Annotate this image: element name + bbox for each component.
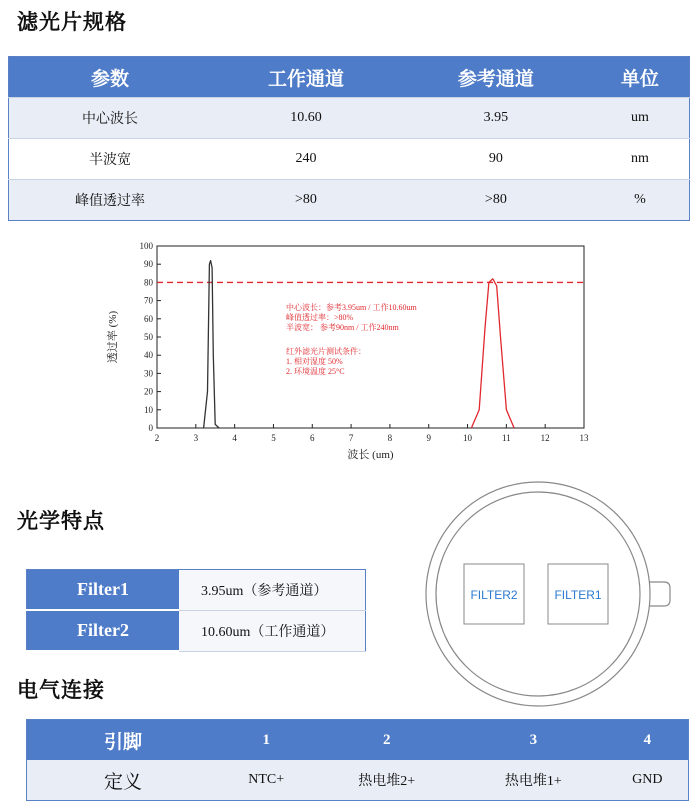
x-tick-label: 6 <box>310 433 315 443</box>
pin-row-label: 引脚 <box>27 720 220 761</box>
series-line-2 <box>471 279 514 428</box>
y-tick-label: 90 <box>144 259 153 270</box>
spec-header-ref: 参考通道 <box>401 57 591 98</box>
pin-number: 2 <box>313 720 460 761</box>
x-tick-label: 5 <box>271 433 276 443</box>
table-row <box>27 610 366 651</box>
x-tick-label: 9 <box>426 433 431 443</box>
filter-value: 10.60um（工作通道） <box>179 610 366 651</box>
filter-table <box>26 569 366 652</box>
spec-cell: um <box>591 98 690 139</box>
pin-def-label: 定义 <box>27 760 220 801</box>
chart-annotation: 1. 相对湿度 50% <box>286 357 343 366</box>
spec-cell: 10.60 <box>211 98 401 139</box>
filter2-label: FILTER2 <box>470 588 518 602</box>
pin-number: 4 <box>607 720 689 761</box>
sensor-outline <box>648 582 670 606</box>
spec-cell: 半波宽 <box>9 139 212 180</box>
table-row <box>27 570 366 611</box>
pin-def: NTC+ <box>219 760 313 801</box>
chart-annotation: 半波宽： 参考90nm / 工作240nm <box>286 323 399 332</box>
spec-cell: 3.95 <box>401 98 591 139</box>
electrical-heading: 电气连接 <box>17 678 105 702</box>
x-tick-label: 2 <box>154 433 160 443</box>
transmission-chart <box>100 236 600 472</box>
spec-heading: 滤光片规格 <box>17 10 127 34</box>
spec-cell: % <box>591 180 690 221</box>
chart-annotation: 峰值透过率：>80% <box>286 313 354 322</box>
plot-frame <box>157 246 584 428</box>
x-tick-label: 3 <box>193 433 199 443</box>
y-tick-label: 40 <box>144 350 153 361</box>
x-tick-label: 13 <box>579 433 589 443</box>
y-tick-label: 50 <box>144 332 153 342</box>
x-tick-label: 10 <box>463 433 473 443</box>
filter-name: Filter2 <box>27 610 180 651</box>
filter-value: 3.95um（参考通道） <box>179 570 366 611</box>
pin-def: 热电堆2+ <box>313 760 460 801</box>
table-row <box>9 98 690 139</box>
pin-def: 热电堆1+ <box>460 760 607 801</box>
optical-heading: 光学特点 <box>17 509 105 533</box>
pin-def: GND <box>607 760 689 801</box>
spec-cell: 240 <box>211 139 401 180</box>
table-row <box>27 760 689 801</box>
spec-cell: 90 <box>401 139 591 180</box>
filter-name: Filter1 <box>27 570 180 611</box>
table-row <box>9 180 690 221</box>
x-tick-label: 12 <box>540 433 550 443</box>
y-tick-label: 100 <box>139 241 153 251</box>
spec-cell: >80 <box>211 180 401 221</box>
pin-table <box>26 719 689 801</box>
spec-cell: 中心波长 <box>9 98 212 139</box>
table-row <box>9 139 690 180</box>
y-tick-label: 0 <box>148 423 153 433</box>
y-tick-label: 60 <box>144 313 153 324</box>
spec-cell: >80 <box>401 180 591 221</box>
series-line-1 <box>204 261 220 428</box>
spec-header-unit: 单位 <box>591 57 690 98</box>
filter1-label: FILTER1 <box>554 588 602 602</box>
spec-table <box>8 56 690 221</box>
x-tick-label: 11 <box>502 433 511 443</box>
spec-header-work: 工作通道 <box>211 57 401 98</box>
sensor-window-diagram <box>420 478 680 710</box>
chart-annotation: 中心波长：参考3.95um / 工作10.60um <box>286 303 417 312</box>
pin-number: 3 <box>460 720 607 761</box>
y-tick-label: 70 <box>144 295 153 306</box>
y-tick-label: 10 <box>144 404 153 415</box>
chart-annotation: 2. 环境温度 25°C <box>286 367 345 376</box>
x-tick-label: 8 <box>387 433 393 443</box>
y-tick-label: 80 <box>144 277 153 288</box>
x-axis-label: 波长 (um) <box>347 449 394 461</box>
pin-header-row <box>27 720 689 761</box>
spec-cell: 峰值透过率 <box>9 180 212 221</box>
spec-header-param: 参数 <box>9 57 212 98</box>
y-tick-label: 30 <box>144 368 153 379</box>
spec-header-row <box>9 57 690 98</box>
x-tick-label: 4 <box>232 433 237 443</box>
y-axis-label: 透过率 (%) <box>107 310 119 364</box>
y-tick-label: 20 <box>144 386 153 397</box>
spec-cell: nm <box>591 139 690 180</box>
pin-number: 1 <box>219 720 313 761</box>
x-tick-label: 7 <box>348 433 354 443</box>
chart-annotation: 红外滤光片测试条件： <box>286 347 366 356</box>
